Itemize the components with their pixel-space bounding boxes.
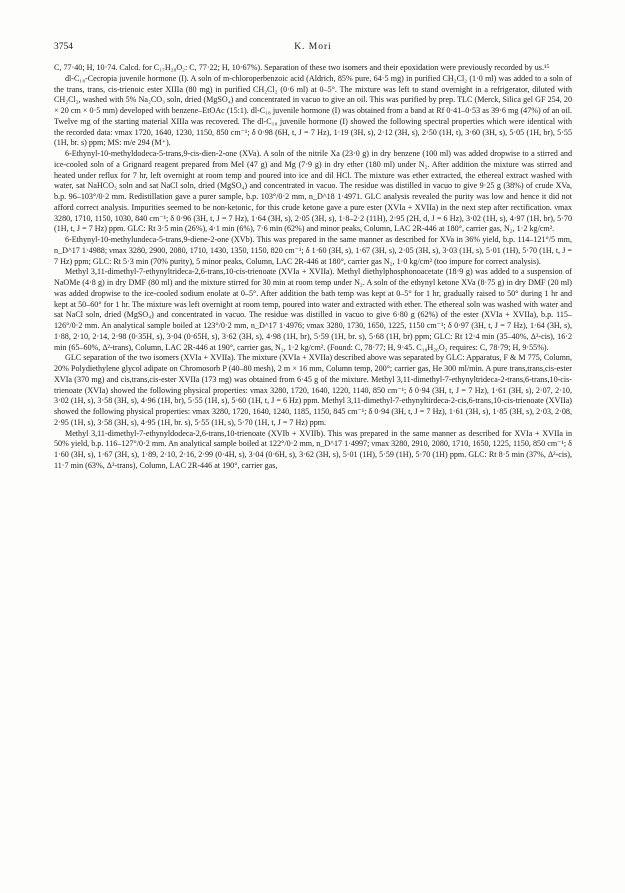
paragraph-ester-xvib-xviib: Methyl 3,11-dimethyl-7-ethynyldodeca-2,6-trans,10-trienoate (XVIb + XVIIb). This was prepared in the same manner as described for XVIa + XVIIa in 50% yield, b.p. 116–127°/0·2 mm. An analytical sample boiled at 122°/0·2 mm, n_D^17 1·4997; νmax 3280, 2910, 2080, 1710, 1650, 1225, 1150, 850 cm⁻¹; δ 1·60 (3H, s), 1·67 (3H, s), 1·89, 2·10, 2·16, 2·99 (0·4H, s), 3·04 (0·6H, s), 3·62 (3H, s), 5·01 (1H), 5·59 (1H), 5·70 (1H) ppm. GLC: Rt 8·5 min (37%, Δ²-cis), 11·7 min (63%, Δ²-trans), Column, LAC 2R-446 at 190°, carrier gas, <box>54 428 572 470</box>
paragraph-ester-xvia-xviia: Methyl 3,11-dimethyl-7-ethynyltrideca-2,6-trans,10-cis-trienoate (XVIa + XVIIa). Methyl diethylphosphonoacetate (18·9 g) was added to a suspension of NaOMe (4·8 g) in dry DMF (80 ml) and the mixture stirred for 30 min at room temp under N₂. A soln of the ethynyl ketone XVa (8·75 g) in dry DMF (20 ml) was added dropwise to the ice-cooled sodium enolate at 0–5°. After addition the bath temp was kept at 0–5° for 1 hr, gradually raised to 50° during 1 hr and kept at 50–60° for 1 hr. The mixture was left overnight at room temp, poured into water and extracted with ether. The ethereal soln was washed with water and sat NaCl soln, dried (MgSO₄) and concentrated in vacuo. The residue was distilled in vacuo to give 6·80 g (62%) of the ester (XVIa + XVIIa), b.p. 115–126°/0·2 mm. An analytical sample boiled at 123°/0·2 mm, n_D^17 1·4976; νmax 3280, 1730, 1650, 1225, 1150 cm⁻¹; δ 0·97 (3H, t, J = 7 Hz), 1·64 (3H, s), 1·88, 2·10, 2·14, 2·98 (0·35H, s), 3·04 (0·65H, s), 3·62 (3H, s), 4·98 (1H, br), 5·59 (1H, br. s), 5·68 (1H, br) ppm; GLC: Rt 12·4 min (35–40%, Δ²-cis), 16·2 min (65–60%, Δ²-trans), Column, LAC 2R-446 at 190°, carrier gas, N₂, 1·2 kg/cm². (Found: C, 78·77; H, 9·45. C₁₈H₂₆O₂ requires: C, 78·79; H, 9·55%). <box>54 267 572 352</box>
page-number: 3754 <box>54 42 73 52</box>
paragraph-continuation: C, 77·40; H, 10·74. Calcd. for C₁₇H₂₈O₂: C, 77·22; H, 10·67%). Separation of these two isomers and their epoxidation were previously recorded by us.¹⁵ <box>54 63 550 72</box>
running-title: K. Mori <box>294 42 332 52</box>
paragraph-glc-separation: GLC separation of the two isomers (XVIa + XVIIa). The mixture (XVIa + XVIIa) described above was separated by GLC: Apparatus, F & M 775, Column, 20% Polydiethylene glycol adipate on Chromosorb P (40–80 mesh), 2 m × 16 mm, Column temp, 200°; carrier gas, He 300 ml/min. A pure trans,trans,cis-ester XVIa (370 mg) and cis,trans,cis-ester XVIIa (173 mg) was obtained from 6·45 g of the mixture. Methyl 3,11-dimethyl-7-ethynyltrideca-2-trans,6-trans,10-cis-trienoate (XVIa) showed the following physical properties: νmax 3280, 1720, 1640, 1220, 1140, 850 cm⁻¹; δ 0·94 (3H, t, J = 7 Hz), 1·61 (3H, s), 2·07, 2·10, 3·02 (1H, s), 3·58 (3H, s), 4·96 (1H, br), 5·55 (1H, s), 5·60 (1H, t, J = 6 Hz) ppm. Methyl 3,11-dimethyl-7-ethynyltirdeca-2-cis,6-trans,10-cis-trienoate (XVIIa) showed the following physical properties: νmax 3280, 1720, 1640, 1240, 1185, 1150, 845 cm⁻¹; δ 0·94 (3H, t, J = 7 Hz), 1·61 (3H, s), 1·85 (3H, s), 2·03, 2·08, 2·95 (1H, s), 3·58 (3H, s), 4·95 (1H, br. s), 5·55 (1H, s), 5·70 (1H, t, J = 7 Hz) ppm. <box>54 353 572 427</box>
body-text <box>54 63 572 881</box>
paragraph-juvenile-hormone: dl-C₁₈-Cecropia juvenile hormone (I). A soln of m-chloroperbenzoic acid (Aldrich, 85% pure, 64·5 mg) in purified CH₂Cl₂ (1·0 ml) was added to a soln of the trans, trans, cis-trienoic ester XIIIa (80 mg) in purified CH₂Cl₂ (0·6 ml) at 0–5°. The mixture was left to stand overnight in a refrigerator, diluted with CH₂Cl₂, washed with 5% Na₂CO₃ soln, dried (MgSO₄) and concentrated in vacuo to give an oil. This was purified by prep. TLC (Merck, Silica gel GF 254, 20 × 20 cm × 0·5 mm) developed with benzene–EtOAc (15:1). dl-C₁₈ juvenile hormone (I) was obtained from a band at Rf 0·41–0·53 as 39·6 mg (47%) of an oil. Twelve mg of the starting material XIIIa was recovered. The dl-C₁₈ juvenile hormone (I) showed the following spectral properties which were identical with the recorded data: νmax 1720, 1640, 1230, 1150, 850 cm⁻¹; δ 0·98 (6H, t, J = 7 Hz), 1·19 (3H, s), 2·12 (3H, s), 2·50 (1H, t), 3·60 (3H, s), 5·05 (1H, br), 5·55 (1H, br. s) ppm; MS: m/e 294 (M⁺). <box>54 73 572 148</box>
paragraph-ketone-xvb: 6-Ethynyl-10-methylundeca-5-trans,9-diene-2-one (XVb). This was prepared in the same manner as described for XVa in 36% yield, b.p. 114–121°/5 mm, n_D^17 1·4988; νmax 3280, 2900, 2080, 1710, 1430, 1350, 1150, 820 cm⁻¹; δ 1·60 (3H, s), 1·67 (3H, s), 2·05 (3H, s), 3·03 (1H, s), 5·01 (1H), 5·70 (1H, t, J = 7 Hz) ppm; GLC: Rt 5·3 min (70% purity), 5 minor peaks, Column, LAC 2R-446 at 180°, carrier gas N₂, 1·0 kg/cm² (too impure for correct analysis). <box>54 235 572 266</box>
page-header <box>54 40 572 54</box>
paragraph-ketone-xva: 6-Ethynyl-10-methyldodeca-5-trans,9-cis-dien-2-one (XVa). A soln of the nitrile Xa (23·0 g) in dry benzene (100 ml) was added dropwise to a stirred and ice-cooled soln of a Grignard reagent prepared from MeI (47 g) and Mg (7·9 g) in dry ether (180 ml) under N₂. After addition the mixture was stirred and heated under reflux for 7 hr, left overnight at room temp and poured into ice and dil HCl. The mixture was ether extracted, the ethereal extract washed with water, sat NaHCO₃ soln and sat NaCl soln, dried (MgSO₄) and concentrated in vacuo. The residue was distilled in vacuo to give 9·25 g (38%) of crude XVa, b.p. 96–103°/0·2 mm. Redistillation gave a purer sample, b.p. 103°/0·2 mm, n_D^18 1·4971. GLC analysis revealed the purity was low and hence it did not afford correct analysis. Impurities seemed to be non-ketonic, for this crude ketone gave a pure ester (XVIa + XVIIa) in the next step after rectification. νmax 3280, 1710, 1150, 1030, 840 cm⁻¹; δ 0·96 (3H, t, J = 7 Hz), 1·64 (3H, s), 2·05 (3H, s), 1·8–2·2 (11H), 2·95 (2H, d, J = 6 Hz), 3·02 (1H, s), 4·97 (1H, br), 5·70 (1H, t, J = 7 Hz) ppm. GLC: Rt 3·5 min (26%), 4·1 min (6%), 7·6 min (62%) and minor peaks, Column, LAC 2R-446 at 180°, carrier gas, N₂, 1·2 kg/cm². <box>54 149 572 234</box>
